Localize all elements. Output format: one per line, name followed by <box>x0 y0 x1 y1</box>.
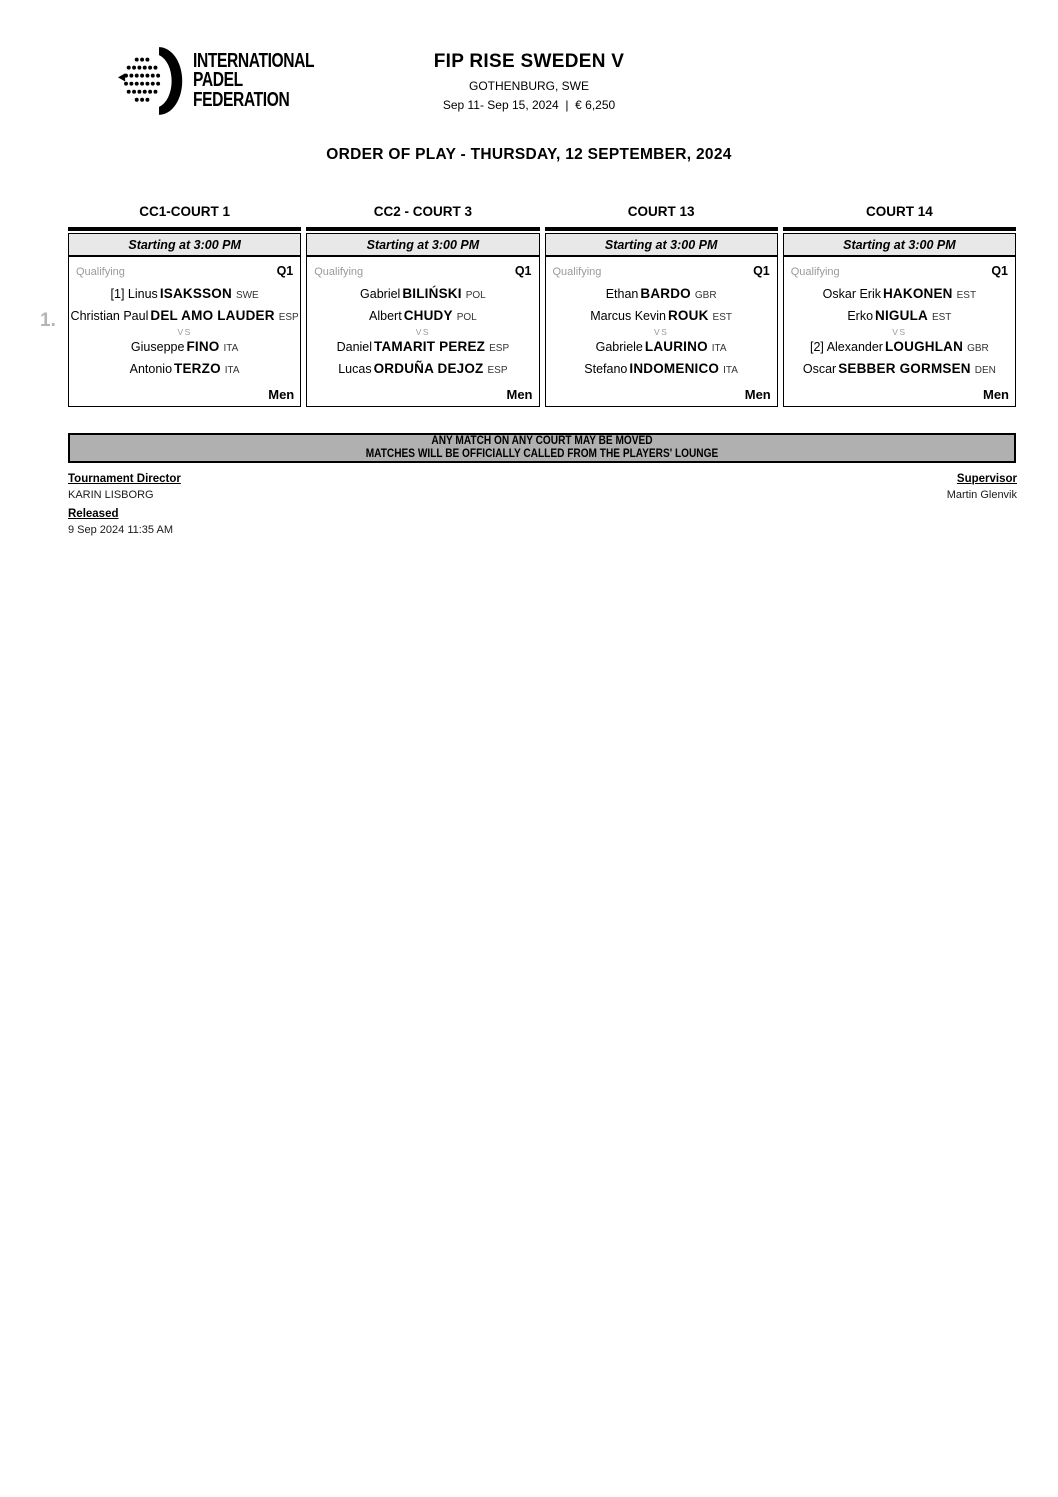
court-column-court-14 <box>783 204 1016 407</box>
player-line <box>307 287 538 302</box>
court-name: COURT 14 <box>865 204 933 219</box>
round-label: Qualifying <box>552 266 602 278</box>
released-label: Released <box>68 508 119 520</box>
player-last-name: ROUK <box>667 308 709 323</box>
player-last-name: LOUGHLAN <box>884 339 964 354</box>
player-last-name: ISAKSSON <box>159 286 232 301</box>
court-header-bar <box>783 227 1016 231</box>
player-line <box>69 340 300 355</box>
start-time: Starting at 3:00 PM <box>68 233 301 256</box>
vs-label: VS <box>415 327 431 337</box>
start-time: Starting at 3:00 PM <box>545 233 778 256</box>
player-nation: EST <box>712 312 732 323</box>
player-last-name: LAURINO <box>644 339 708 354</box>
player-seed: [1] <box>110 287 125 301</box>
player-line <box>307 309 538 324</box>
match-row-number: 1. <box>40 310 56 331</box>
player-nation: GBR <box>694 290 717 301</box>
player-nation: ESP <box>487 365 508 376</box>
player-nation: ITA <box>224 365 240 376</box>
supervisor-label: Supervisor <box>956 473 1017 485</box>
player-nation: ESP <box>489 343 510 354</box>
player-nation: DEN <box>974 365 996 376</box>
ipf-logo-text: INTERNATIONAL PADEL FEDERATION <box>193 49 315 111</box>
player-last-name: HAKONEN <box>882 286 953 301</box>
player-first-name: Daniel <box>336 340 373 354</box>
player-nation: EST <box>931 312 952 323</box>
notice-line-1: ANY MATCH ON ANY COURT MAY BE MOVED <box>431 435 653 447</box>
player-line <box>784 287 1015 302</box>
court-column-cc1-court-1 <box>68 204 301 407</box>
player-last-name: ORDUÑA DEJOZ <box>373 361 484 376</box>
released-datetime: 9 Sep 2024 11:35 AM <box>68 524 173 536</box>
court-header-bar <box>68 227 301 231</box>
vs-label: VS <box>177 327 192 337</box>
player-line <box>784 362 1015 377</box>
player-nation: ITA <box>723 365 738 376</box>
player-first-name: Christian Paul <box>70 309 149 323</box>
round-code: Q1 <box>753 264 770 278</box>
player-first-name: Giuseppe <box>130 340 185 354</box>
player-last-name: INDOMENICO <box>629 361 720 376</box>
player-line <box>307 362 538 377</box>
event-location: GOTHENBURG, SWE <box>468 79 589 93</box>
court-name: COURT 13 <box>627 204 695 219</box>
court-name: CC2 - COURT 3 <box>373 204 472 219</box>
player-seed: [2] <box>809 340 824 354</box>
player-line <box>69 362 300 377</box>
player-nation: EST <box>956 290 977 301</box>
player-first-name: Erko <box>847 309 874 323</box>
tournament-director-name: KARIN LISBORG <box>68 489 154 501</box>
player-line <box>69 287 300 302</box>
order-of-play-title: ORDER OF PLAY - THURSDAY, 12 SEPTEMBER, 2024 <box>326 146 732 163</box>
round-code: Q1 <box>514 264 532 278</box>
player-last-name: BILIŃSKI <box>402 286 462 301</box>
courts-grid <box>68 204 1016 407</box>
player-first-name: Albert <box>369 309 402 323</box>
player-first-name: Antonio <box>129 362 173 376</box>
category-label: Men <box>268 387 295 402</box>
court-name: CC1-COURT 1 <box>139 204 230 219</box>
tournament-director-label: Tournament Director <box>68 473 181 485</box>
player-first-name: Linus <box>127 287 158 301</box>
court-header-bar <box>306 227 539 231</box>
supervisor-name: Martin Glenvik <box>946 489 1017 501</box>
player-line <box>69 309 300 324</box>
match-card <box>306 256 539 407</box>
vs-label: VS <box>892 327 907 337</box>
player-last-name: CHUDY <box>403 308 453 323</box>
notice-banner <box>68 433 1016 463</box>
round-code: Q1 <box>276 264 294 278</box>
player-nation: SWE <box>235 290 259 301</box>
category-label: Men <box>506 387 533 402</box>
player-last-name: TERZO <box>174 361 221 376</box>
player-line <box>784 340 1015 355</box>
player-line <box>546 287 777 302</box>
event-header <box>0 51 1058 112</box>
round-label: Qualifying <box>76 266 125 278</box>
player-nation: ITA <box>711 343 727 354</box>
player-line <box>546 340 777 355</box>
player-first-name: Gabriele <box>595 340 643 354</box>
player-nation: GBR <box>967 343 989 354</box>
player-last-name: DEL AMO LAUDER <box>150 308 275 323</box>
start-time: Starting at 3:00 PM <box>783 233 1016 256</box>
player-line <box>546 362 777 377</box>
player-first-name: Oskar Erik <box>822 287 881 301</box>
player-first-name: Ethan <box>605 287 639 301</box>
player-line <box>784 309 1015 324</box>
match-card <box>783 256 1016 407</box>
player-nation: POL <box>456 312 477 323</box>
player-nation: ITA <box>223 343 239 354</box>
player-first-name: Gabriel <box>360 287 401 301</box>
player-nation: POL <box>465 290 486 301</box>
player-last-name: BARDO <box>640 286 691 301</box>
notice-line-2: MATCHES WILL BE OFFICIALLY CALLED FROM THE PLAYERS' LOUNGE <box>365 448 719 460</box>
player-line <box>307 340 538 355</box>
match-card <box>545 256 778 407</box>
round-label: Qualifying <box>314 266 364 278</box>
footer-right <box>947 473 1017 508</box>
player-first-name: Lucas <box>338 362 372 376</box>
player-last-name: SEBBER GORMSEN <box>838 361 971 376</box>
round-code: Q1 <box>991 264 1008 278</box>
round-label: Qualifying <box>790 266 840 278</box>
category-label: Men <box>983 387 1009 402</box>
player-first-name: Alexander <box>826 340 883 354</box>
player-last-name: FINO <box>186 339 220 354</box>
vs-label: VS <box>653 327 669 337</box>
event-title: FIP RISE SWEDEN V <box>433 51 625 72</box>
court-header-bar <box>545 227 778 231</box>
player-last-name: TAMARIT PEREZ <box>374 339 486 354</box>
match-card <box>68 256 301 407</box>
start-time: Starting at 3:00 PM <box>306 233 539 256</box>
player-first-name: Oscar <box>802 362 837 376</box>
player-last-name: NIGULA <box>875 308 928 323</box>
court-column-court-13 <box>545 204 778 407</box>
court-column-cc2-court-3 <box>306 204 539 407</box>
category-label: Men <box>744 387 771 402</box>
footer-left <box>68 473 181 543</box>
player-first-name: Marcus Kevin <box>590 309 666 323</box>
event-dates-prize: Sep 11- Sep 15, 2024 | € 6,250 <box>442 98 616 112</box>
player-first-name: Stefano <box>584 362 628 376</box>
player-line <box>546 309 777 324</box>
player-nation: ESP <box>278 312 299 323</box>
